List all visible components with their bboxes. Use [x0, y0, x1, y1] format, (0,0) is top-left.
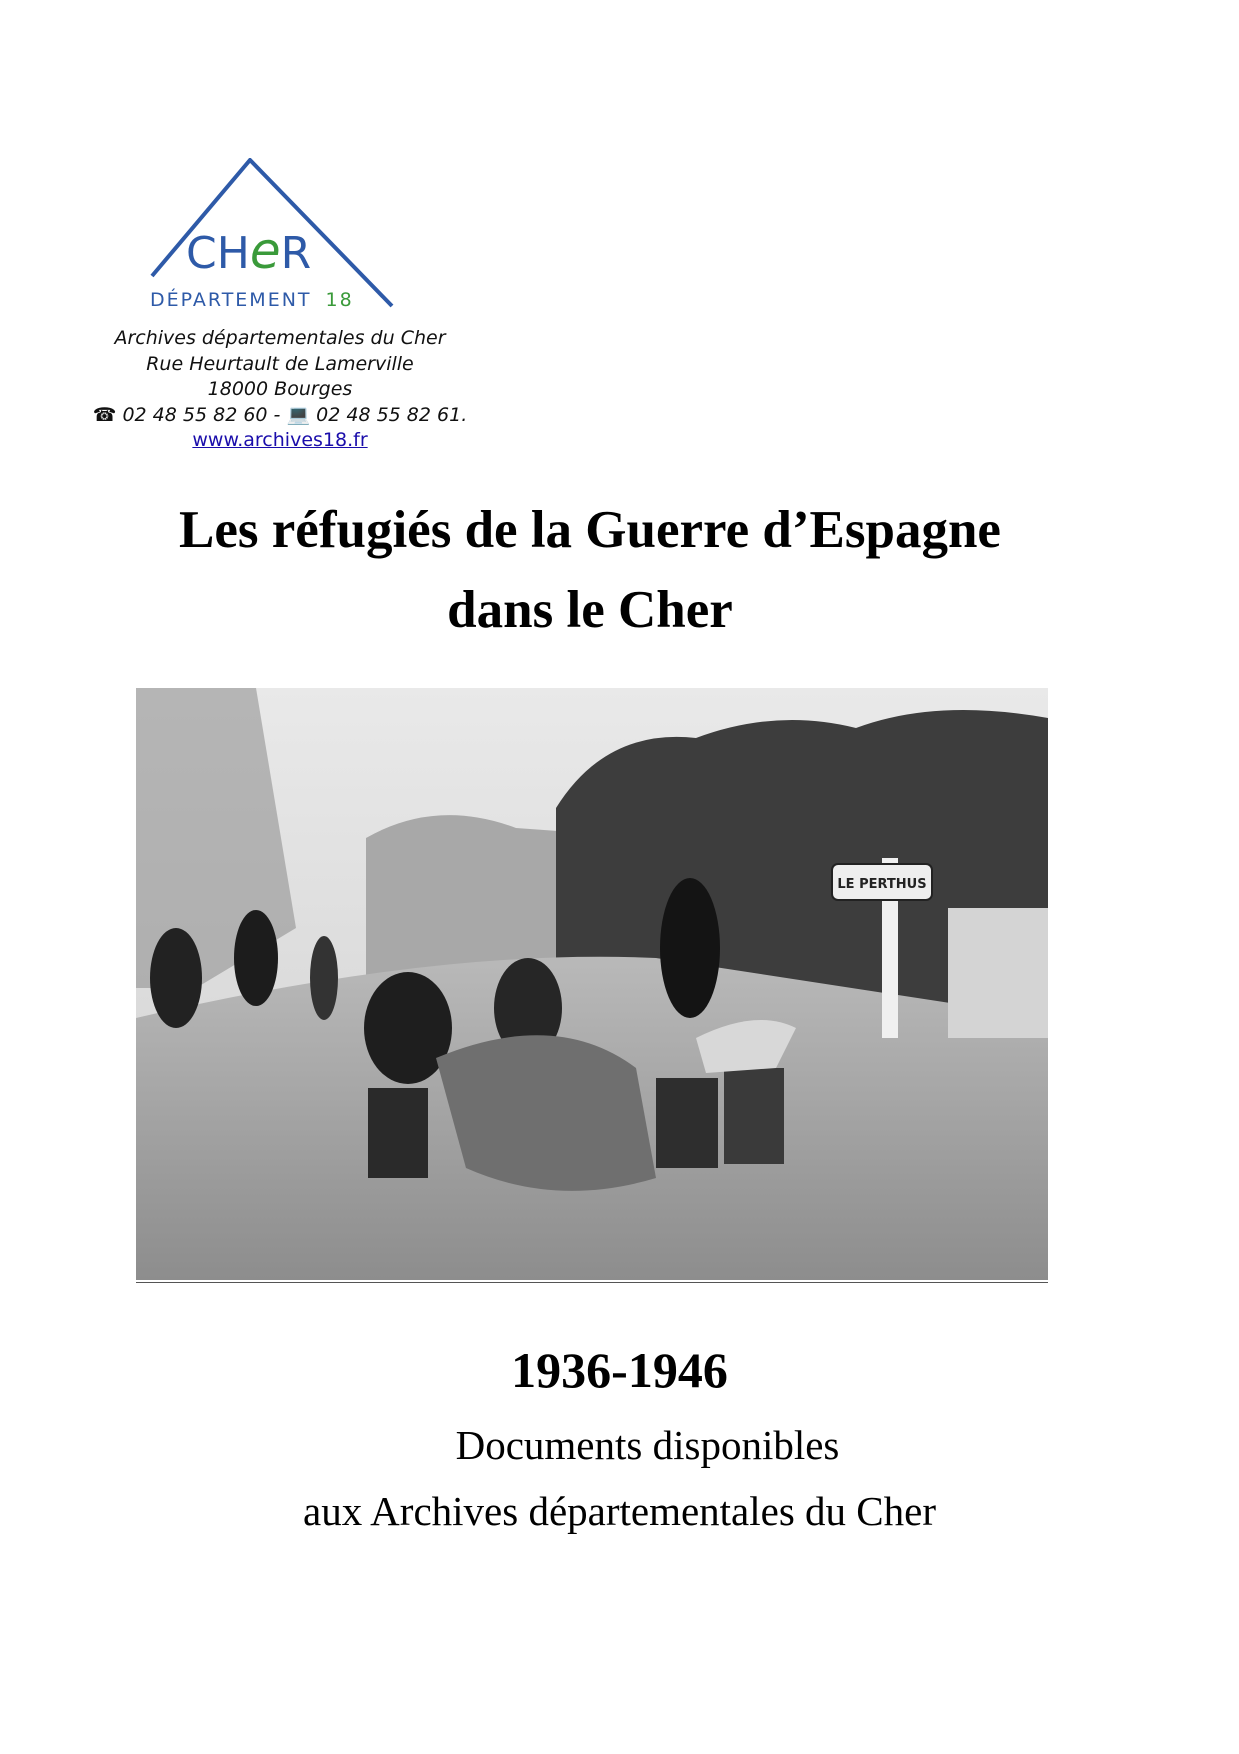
website-link[interactable]: www.archives18.fr	[192, 429, 368, 451]
telephone-icon: ☎	[92, 403, 117, 426]
historical-photograph	[136, 688, 1048, 1280]
subtitle-line-1: Documents disponibles	[455, 1422, 840, 1468]
phone-number: 02 48 55 82 60 -	[122, 403, 281, 426]
subtitle-line-2: aux Archives départementales du Cher	[303, 1488, 936, 1534]
address-institution: Archives départementales du Cher	[114, 327, 446, 349]
address-contact	[70, 403, 490, 429]
sign-text: LE PERTHUS	[837, 877, 927, 892]
standing-woman	[234, 910, 278, 1006]
trunk	[724, 1068, 784, 1164]
date-range: 1936-1946	[511, 1342, 728, 1398]
gendarme	[660, 878, 720, 1018]
fax-number: 02 48 55 82 61.	[316, 403, 468, 426]
child	[310, 936, 338, 1020]
address-block	[70, 326, 490, 454]
seated-woman	[150, 928, 202, 1028]
page-title	[60, 490, 1120, 650]
title-line-1: Les réfugiés de la Guerre d’Espagne	[179, 501, 1001, 559]
logo-department: DÉPARTEMENT 18	[150, 289, 354, 311]
stone-pillar	[948, 908, 1048, 1038]
suitcase	[368, 1088, 428, 1178]
computer-icon: 💻	[286, 403, 311, 426]
address-city: 18000 Bourges	[207, 378, 353, 400]
photo-underline	[136, 1282, 1048, 1283]
address-street: Rue Heurtault de Lamerville	[146, 352, 414, 375]
logo-wordmark: CHeR	[186, 222, 312, 280]
title-line-2: dans le Cher	[447, 581, 733, 639]
cher-department-logo	[150, 158, 400, 318]
trunk	[656, 1078, 718, 1168]
